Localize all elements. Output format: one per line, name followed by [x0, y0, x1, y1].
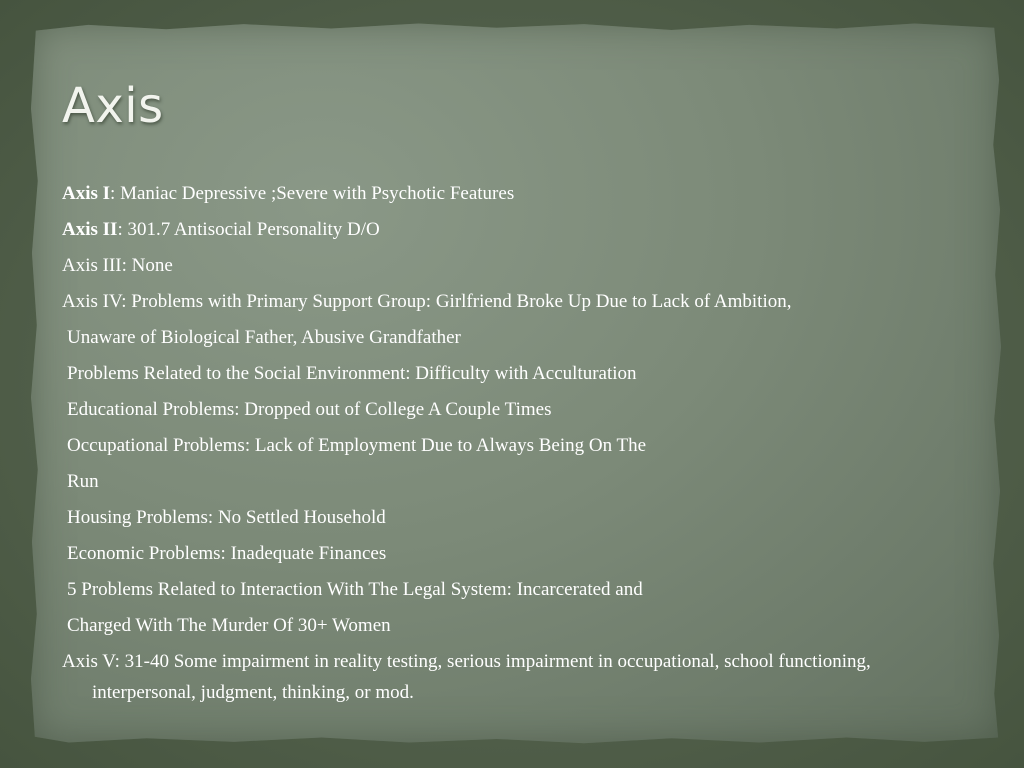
axis-4-subline: Educational Problems: Dropped out of College A Couple Times — [67, 399, 552, 420]
axis-1-label: Axis I — [62, 183, 111, 204]
axis-3-line: Axis III: None — [62, 255, 173, 276]
axis-4-subline: 5 Problems Related to Interaction With The Legal System: Incarcerated and — [67, 579, 643, 600]
slide-body — [62, 176, 962, 708]
axis-4-subline: Unaware of Biological Father, Abusive Grandfather — [67, 327, 461, 348]
axis-2-label: Axis II — [62, 219, 118, 240]
axis-1-line — [62, 176, 962, 212]
axis-4-line: Axis IV: Problems with Primary Support Group: Girlfriend Broke Up Due to Lack of Ambition, — [62, 291, 792, 312]
axis-4-subline: Problems Related to the Social Environment: Difficulty with Acculturation — [67, 363, 637, 384]
axis-4-subline: Housing Problems: No Settled Household — [67, 507, 386, 528]
axis-4-subline: Occupational Problems: Lack of Employment Due to Always Being On The — [67, 435, 647, 456]
axis-4-subline: Economic Problems: Inadequate Finances — [67, 543, 387, 564]
axis-2-text: : 301.7 Antisocial Personality D/O — [117, 219, 380, 240]
slide-title: Axis — [62, 78, 164, 134]
axis-4-subline: Run — [67, 471, 99, 492]
axis-2-line — [62, 212, 962, 248]
axis-5-line: Axis V: 31-40 Some impairment in reality testing, serious impairment in occupational, school functioning, interpersonal, judgment, thinking, or mod. — [62, 651, 871, 703]
axis-4-subline: Charged With The Murder Of 30+ Women — [67, 615, 391, 636]
axis-1-text: : Maniac Depressive ;Severe with Psychotic Features — [110, 183, 515, 204]
